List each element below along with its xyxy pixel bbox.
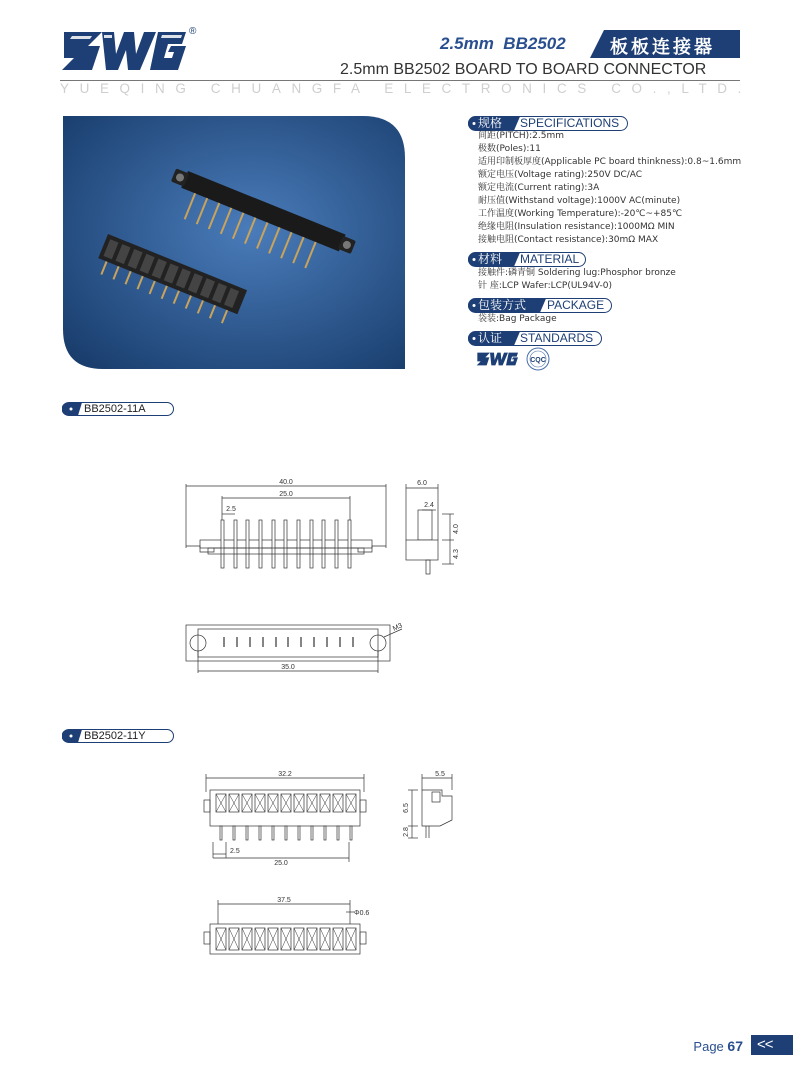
double-chevron-left-icon: << [757, 1036, 773, 1053]
standards-brand-logo [476, 350, 520, 368]
package-heading-cn: 包装方式 [478, 298, 527, 312]
dim-pin-offset: 2.4 [424, 502, 434, 509]
dim-overall: 40.0 [279, 479, 293, 486]
part-label-2 [62, 729, 174, 743]
spec-line: 工作温度(Working Temperature):-20℃~+85℃ [478, 209, 683, 219]
material-line: 接触件:磷青铜 Soldering lug:Phosphor bronze [478, 268, 676, 278]
drawing-11a-front [176, 474, 396, 584]
cqc-cert-text: CQC [530, 357, 546, 364]
model-title: 2.5mm BB2502 [440, 34, 566, 53]
dim-span: 25.0 [279, 491, 293, 498]
title-en: 2.5mm BB2502 BOARD TO BOARD CONNECTOR [340, 61, 707, 78]
standards-heading-en: STANDARDS [520, 331, 594, 345]
dim-mount-y: 37.5 [277, 897, 291, 904]
standards-heading-cn: 认证 [478, 331, 503, 345]
package-heading [468, 298, 612, 313]
material-heading-cn: 材料 [478, 252, 503, 266]
company-name: YUEQING CHUANGFA ELECTRONICS CO.,LTD. [60, 81, 752, 96]
page-indicator [693, 1038, 743, 1054]
spec-line: 接触电阻(Contact resistance):30mΩ MAX [478, 235, 659, 245]
dim-pin-y: 2.8 [403, 827, 410, 837]
cqc-cert-icon [526, 347, 550, 371]
drawing-11y-front [196, 766, 376, 866]
material-heading-en: MATERIAL [520, 252, 580, 266]
dim-pitch-y: 2.5 [230, 848, 240, 855]
page-label: Page [693, 1039, 724, 1054]
dim-width: 6.0 [417, 480, 427, 487]
spec-line: 间距(PITCH):2.5mm [478, 131, 565, 141]
spec-line: 绝缘电阻(Insulation resistance):1000MΩ MIN [478, 222, 675, 232]
spec-line: 耐压值(Withstand voltage):1000V AC(minute) [478, 196, 681, 206]
material-line: 针 座:LCP Wafer:LCP(UL94V-0) [478, 281, 613, 291]
material-heading [468, 252, 586, 267]
dim-overall-y: 32.2 [278, 771, 292, 778]
part-label-text: BB2502-11A [84, 403, 146, 415]
spec-line: 适用印制板厚度(Applicable PC board thinkness):0.8~1.6mm [478, 157, 742, 167]
dim-screw: M3 [391, 622, 404, 633]
page-number: 67 [727, 1038, 743, 1054]
brand-logo [62, 24, 190, 78]
dim-height-bottom: 4.3 [453, 549, 460, 559]
dim-hole-y: Φ0.6 [354, 910, 370, 917]
dim-width-y: 5.5 [435, 771, 445, 778]
dim-height-y: 6.5 [403, 803, 410, 813]
title-cn-banner [590, 30, 740, 58]
spec-line: 额定电压(Voltage rating):250V DC/AC [478, 170, 643, 180]
part-label-1 [62, 402, 174, 416]
prev-page-button[interactable] [751, 1035, 793, 1055]
dim-height-top: 4.0 [453, 524, 460, 534]
specs-heading-en: SPECIFICATIONS [520, 116, 620, 130]
spec-line: 极数(Poles):11 [478, 144, 541, 154]
dim-span-y: 25.0 [274, 860, 288, 866]
spec-line: 额定电流(Current rating):3A [478, 183, 600, 193]
drawing-11a-side [396, 474, 466, 584]
specs-heading-cn: 规格 [478, 116, 503, 130]
package-heading-en: PACKAGE [547, 298, 605, 312]
dim-mount: 35.0 [281, 664, 295, 671]
dim-pitch: 2.5 [226, 506, 236, 513]
drawing-11y-side [396, 766, 466, 846]
drawing-11y-bottom [196, 890, 376, 960]
title-cn: 板板连接器 [610, 37, 715, 58]
standards-heading [468, 331, 602, 346]
registered-mark: ® [189, 26, 197, 37]
drawing-11a-top [180, 615, 410, 685]
specs-heading [468, 116, 628, 131]
package-line: 袋装:Bag Package [478, 314, 557, 324]
part-label-text: BB2502-11Y [84, 730, 146, 742]
product-photo [63, 116, 405, 369]
